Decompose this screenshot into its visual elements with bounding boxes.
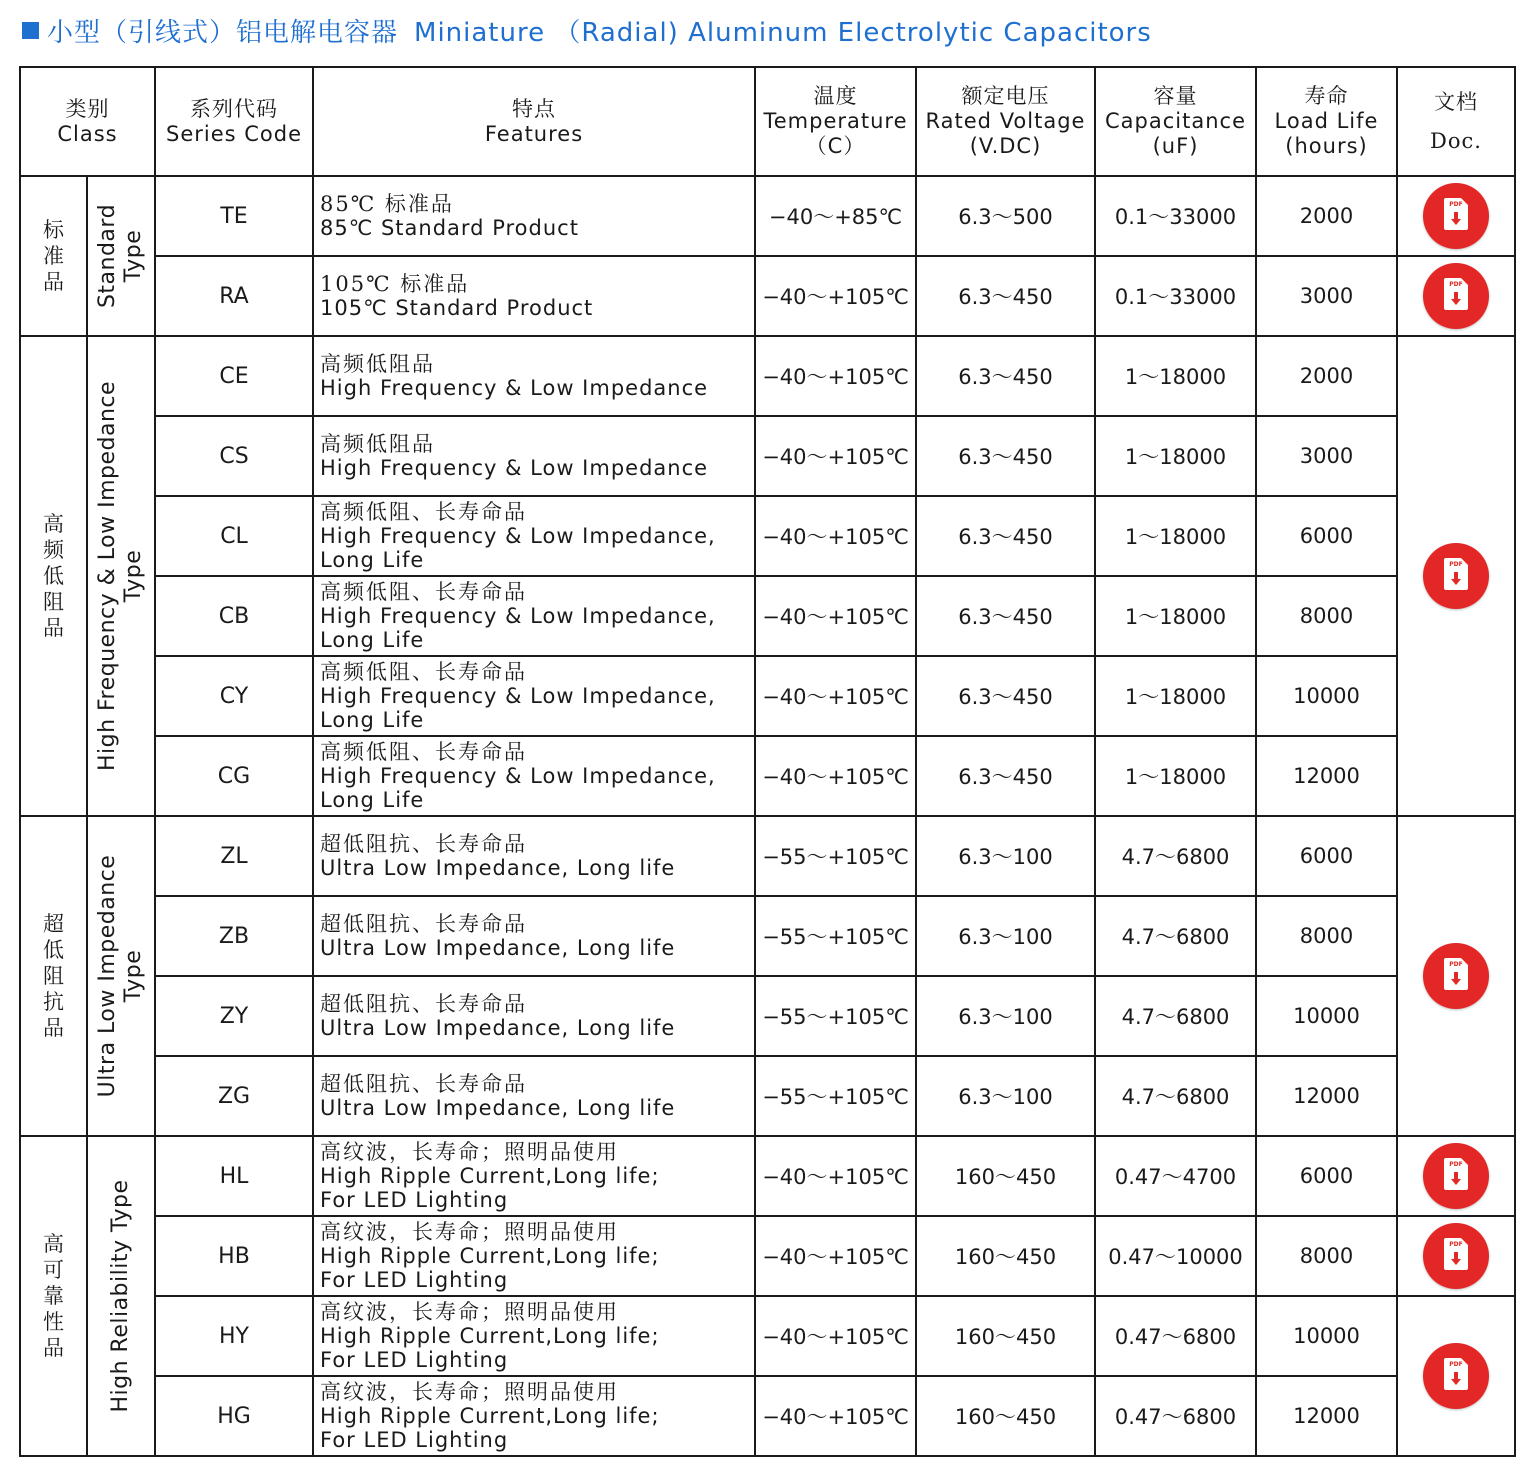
rated-voltage: 6.3～100 <box>958 1005 1053 1029</box>
features-cell <box>313 1296 755 1376</box>
table-row <box>20 976 1515 1056</box>
class-en-label: Ultra Low Impedance Type <box>95 854 146 1098</box>
series-code: HL <box>219 1163 249 1189</box>
table-row <box>20 416 1515 496</box>
pdf-sheet-icon: PDF <box>1444 958 1468 990</box>
features-cell <box>313 736 755 816</box>
series-code: HG <box>217 1403 251 1429</box>
rated-voltage: 6.3～450 <box>958 365 1053 389</box>
class-en-ultra-low-impedance <box>87 816 155 1136</box>
capacitance-range: 4.7～6800 <box>1121 845 1230 869</box>
load-life: 12000 <box>1293 764 1360 788</box>
temperature-range: −40～+105℃ <box>762 525 909 549</box>
rated-voltage: 160～450 <box>954 1245 1057 1269</box>
feature-en: High Frequency & Low Impedance, <box>320 524 716 548</box>
feature-zh: 高频低阻、长寿命品 <box>320 660 527 684</box>
doc-cell <box>1397 816 1515 1136</box>
rated-voltage: 6.3～450 <box>958 445 1053 469</box>
temperature-range: −40～+105℃ <box>762 685 909 709</box>
table-row <box>20 1136 1515 1216</box>
table-row <box>20 336 1515 416</box>
doc-cell <box>1397 1216 1515 1296</box>
rated-voltage: 160～450 <box>954 1165 1057 1189</box>
series-code: CS <box>219 443 249 469</box>
feature-en-2: For LED Lighting <box>320 1268 509 1292</box>
load-life: 10000 <box>1293 684 1360 708</box>
pdf-download-icon[interactable] <box>1423 1143 1489 1209</box>
feature-en: High Ripple Current,Long life; <box>320 1164 660 1188</box>
rated-voltage: 6.3～100 <box>958 1085 1053 1109</box>
temperature-range: −40～+105℃ <box>762 365 909 389</box>
title-square-icon <box>22 22 39 39</box>
temperature-range: −40～+105℃ <box>762 445 909 469</box>
feature-en: High Frequency & Low Impedance <box>320 376 709 400</box>
doc-cell <box>1397 176 1515 256</box>
header-rated-voltage: 额定电压 Rated Voltage (V.DC) <box>916 67 1095 176</box>
feature-en: High Frequency & Low Impedance <box>320 456 709 480</box>
load-life: 8000 <box>1299 924 1354 948</box>
class-en-standard <box>87 176 155 336</box>
capacitance-range: 1～18000 <box>1124 525 1227 549</box>
title-zh: 小型（引线式）铝电解电容器 <box>47 17 399 48</box>
features-cell <box>313 896 755 976</box>
capacitance-range: 0.1～33000 <box>1114 285 1237 309</box>
pdf-download-icon[interactable] <box>1423 1223 1489 1289</box>
pdf-download-icon[interactable] <box>1423 263 1489 329</box>
temperature-range: −40～+105℃ <box>762 285 909 309</box>
doc-cell <box>1397 1296 1515 1456</box>
capacitance-range: 0.47～6800 <box>1114 1325 1237 1349</box>
capacitance-range: 0.47～10000 <box>1108 1245 1243 1269</box>
class-zh-high-frequency: 高 频 低 阻 品 <box>20 336 87 816</box>
table-row <box>20 656 1515 736</box>
table-row <box>20 896 1515 976</box>
load-life: 2000 <box>1299 364 1354 388</box>
feature-zh: 85℃ 标准品 <box>320 192 454 216</box>
series-code: ZG <box>217 1083 251 1109</box>
temperature-range: −40～+105℃ <box>762 1165 909 1189</box>
temperature-range: −40～+105℃ <box>762 765 909 789</box>
capacitance-range: 0.1～33000 <box>1114 205 1237 229</box>
features-cell <box>313 656 755 736</box>
features-cell <box>313 416 755 496</box>
table-row <box>20 256 1515 336</box>
pdf-sheet-icon: PDF <box>1444 278 1468 310</box>
load-life: 6000 <box>1299 1164 1354 1188</box>
class-zh-ultra-low-impedance: 超 低 阻 抗 品 <box>20 816 87 1136</box>
feature-en-2: Long Life <box>320 548 425 572</box>
pdf-sheet-icon: PDF <box>1444 1238 1468 1270</box>
pdf-sheet-icon: PDF <box>1444 198 1468 230</box>
feature-zh: 超低阻抗、长寿命品 <box>320 1072 527 1096</box>
features-cell <box>313 1056 755 1136</box>
table-row <box>20 816 1515 896</box>
features-cell <box>313 576 755 656</box>
title-en: Miniature （Radial) Aluminum Electrolytic Capacitors <box>414 17 1152 48</box>
features-cell <box>313 1216 755 1296</box>
feature-zh: 105℃ 标准品 <box>320 272 470 296</box>
table-row <box>20 496 1515 576</box>
header-series-code: 系列代码 Series Code <box>155 67 313 176</box>
table-row <box>20 1056 1515 1136</box>
temperature-range: −40～+105℃ <box>762 1325 909 1349</box>
rated-voltage: 6.3～450 <box>958 685 1053 709</box>
table-row <box>20 1376 1515 1456</box>
header-features: 特点 Features <box>313 67 755 176</box>
capacitance-range: 0.47～6800 <box>1114 1405 1237 1429</box>
rated-voltage: 6.3～500 <box>958 205 1053 229</box>
feature-zh: 高频低阻、长寿命品 <box>320 580 527 604</box>
features-cell <box>313 496 755 576</box>
capacitance-range: 1～18000 <box>1124 685 1227 709</box>
feature-en-2: For LED Lighting <box>320 1348 509 1372</box>
capacitance-range: 4.7～6800 <box>1121 1005 1230 1029</box>
series-code: HB <box>218 1243 250 1269</box>
capacitance-range: 4.7～6800 <box>1121 925 1230 949</box>
features-cell <box>313 976 755 1056</box>
header-doc: 文档 Doc. <box>1397 67 1515 176</box>
series-code: CY <box>219 683 249 709</box>
temperature-range: −40～+105℃ <box>762 1245 909 1269</box>
feature-en: High Frequency & Low Impedance, <box>320 604 716 628</box>
features-cell <box>313 816 755 896</box>
features-cell <box>313 176 755 256</box>
table-row <box>20 176 1515 256</box>
feature-zh: 超低阻抗、长寿命品 <box>320 832 527 856</box>
series-code: HY <box>219 1323 249 1349</box>
capacitance-range: 0.47～4700 <box>1114 1165 1237 1189</box>
feature-en-2: Long Life <box>320 788 425 812</box>
rated-voltage: 6.3～100 <box>958 845 1053 869</box>
feature-en-2: Long Life <box>320 708 425 732</box>
capacitance-range: 4.7～6800 <box>1121 1085 1230 1109</box>
feature-en-2: For LED Lighting <box>320 1188 509 1212</box>
class-en-label: High Reliability Type <box>108 1179 133 1413</box>
capacitance-range: 1～18000 <box>1124 605 1227 629</box>
pdf-download-icon[interactable] <box>1423 183 1489 249</box>
header-load-life: 寿命 Load Life (hours) <box>1256 67 1397 176</box>
rated-voltage: 6.3～450 <box>958 765 1053 789</box>
table-row <box>20 1296 1515 1376</box>
temperature-range: −55～+105℃ <box>762 925 909 949</box>
pdf-download-icon[interactable] <box>1423 1343 1489 1409</box>
features-cell <box>313 336 755 416</box>
feature-en: Ultra Low Impedance, Long life <box>320 936 676 960</box>
table-row <box>20 576 1515 656</box>
feature-zh: 高频低阻、长寿命品 <box>320 740 527 764</box>
capacitance-range: 1～18000 <box>1124 365 1227 389</box>
rated-voltage: 6.3～450 <box>958 525 1053 549</box>
rated-voltage: 160～450 <box>954 1405 1057 1429</box>
class-zh-high-reliability: 高 可 靠 性 品 <box>20 1136 87 1456</box>
feature-zh: 超低阻抗、长寿命品 <box>320 992 527 1016</box>
feature-en: High Ripple Current,Long life; <box>320 1324 660 1348</box>
temperature-range: −40～+105℃ <box>762 605 909 629</box>
series-code: ZL <box>220 843 248 869</box>
load-life: 2000 <box>1299 204 1354 228</box>
feature-en: 105℃ Standard Product <box>320 296 594 320</box>
header-class: 类别 Class <box>20 67 155 176</box>
pdf-download-icon[interactable] <box>1423 543 1489 609</box>
rated-voltage: 6.3～450 <box>958 605 1053 629</box>
doc-cell <box>1397 1136 1515 1216</box>
pdf-sheet-icon: PDF <box>1444 558 1468 590</box>
load-life: 8000 <box>1299 604 1354 628</box>
load-life: 10000 <box>1293 1324 1360 1348</box>
load-life: 12000 <box>1293 1404 1360 1428</box>
temperature-range: −55～+105℃ <box>762 1085 909 1109</box>
class-zh-standard: 标 准 品 <box>20 176 87 336</box>
feature-en: High Frequency & Low Impedance, <box>320 684 716 708</box>
feature-zh: 高频低阻品 <box>320 432 435 456</box>
series-code: ZY <box>219 1003 249 1029</box>
capacitance-range: 1～18000 <box>1124 445 1227 469</box>
temperature-range: −55～+105℃ <box>762 845 909 869</box>
class-en-label: High Frequency & Low Impedance Type <box>95 380 146 772</box>
series-code: ZB <box>218 923 250 949</box>
header-row <box>20 67 1515 176</box>
series-code: CG <box>217 763 251 789</box>
rated-voltage: 160～450 <box>954 1325 1057 1349</box>
header-capacitance: 容量 Capacitance (uF) <box>1095 67 1256 176</box>
temperature-range: −40～+85℃ <box>768 205 903 229</box>
feature-en: High Ripple Current,Long life; <box>320 1244 660 1268</box>
capacitor-series-table <box>19 66 1516 1457</box>
series-code: CB <box>218 603 250 629</box>
feature-zh: 高频低阻品 <box>320 352 435 376</box>
series-code: TE <box>220 203 248 229</box>
class-en-high-reliability <box>87 1136 155 1456</box>
feature-zh: 高纹波，长寿命；照明品使用 <box>320 1140 619 1164</box>
feature-zh: 高纹波，长寿命；照明品使用 <box>320 1380 619 1404</box>
feature-en-2: For LED Lighting <box>320 1428 509 1452</box>
load-life: 12000 <box>1293 1084 1360 1108</box>
pdf-download-icon[interactable] <box>1423 943 1489 1009</box>
feature-zh: 高频低阻、长寿命品 <box>320 500 527 524</box>
temperature-range: −55～+105℃ <box>762 1005 909 1029</box>
rated-voltage: 6.3～100 <box>958 925 1053 949</box>
feature-zh: 高纹波，长寿命；照明品使用 <box>320 1300 619 1324</box>
feature-zh: 超低阻抗、长寿命品 <box>320 912 527 936</box>
rated-voltage: 6.3～450 <box>958 285 1053 309</box>
page-title <box>22 10 1152 50</box>
table-row <box>20 1216 1515 1296</box>
doc-cell <box>1397 256 1515 336</box>
pdf-sheet-icon: PDF <box>1444 1158 1468 1190</box>
feature-en: Ultra Low Impedance, Long life <box>320 856 676 880</box>
features-cell <box>313 1136 755 1216</box>
table-row <box>20 736 1515 816</box>
feature-zh: 高纹波，长寿命；照明品使用 <box>320 1220 619 1244</box>
feature-en-2: Long Life <box>320 628 425 652</box>
load-life: 10000 <box>1293 1004 1360 1028</box>
class-en-label: Standard Type <box>95 203 146 309</box>
class-en-high-frequency <box>87 336 155 816</box>
load-life: 6000 <box>1299 844 1354 868</box>
features-cell <box>313 256 755 336</box>
load-life: 3000 <box>1299 444 1354 468</box>
features-cell <box>313 1376 755 1456</box>
feature-en: Ultra Low Impedance, Long life <box>320 1096 676 1120</box>
series-code: CE <box>219 363 249 389</box>
feature-en: High Frequency & Low Impedance, <box>320 764 716 788</box>
header-temperature: 温度 Temperature （C） <box>755 67 916 176</box>
feature-en: Ultra Low Impedance, Long life <box>320 1016 676 1040</box>
temperature-range: −40～+105℃ <box>762 1405 909 1429</box>
load-life: 6000 <box>1299 524 1354 548</box>
feature-en: 85℃ Standard Product <box>320 216 579 240</box>
pdf-sheet-icon: PDF <box>1444 1358 1468 1390</box>
series-code: CL <box>220 523 248 549</box>
capacitance-range: 1～18000 <box>1124 765 1227 789</box>
load-life: 8000 <box>1299 1244 1354 1268</box>
load-life: 3000 <box>1299 284 1354 308</box>
doc-cell <box>1397 336 1515 816</box>
feature-en: High Ripple Current,Long life; <box>320 1404 660 1428</box>
series-code: RA <box>219 283 249 309</box>
